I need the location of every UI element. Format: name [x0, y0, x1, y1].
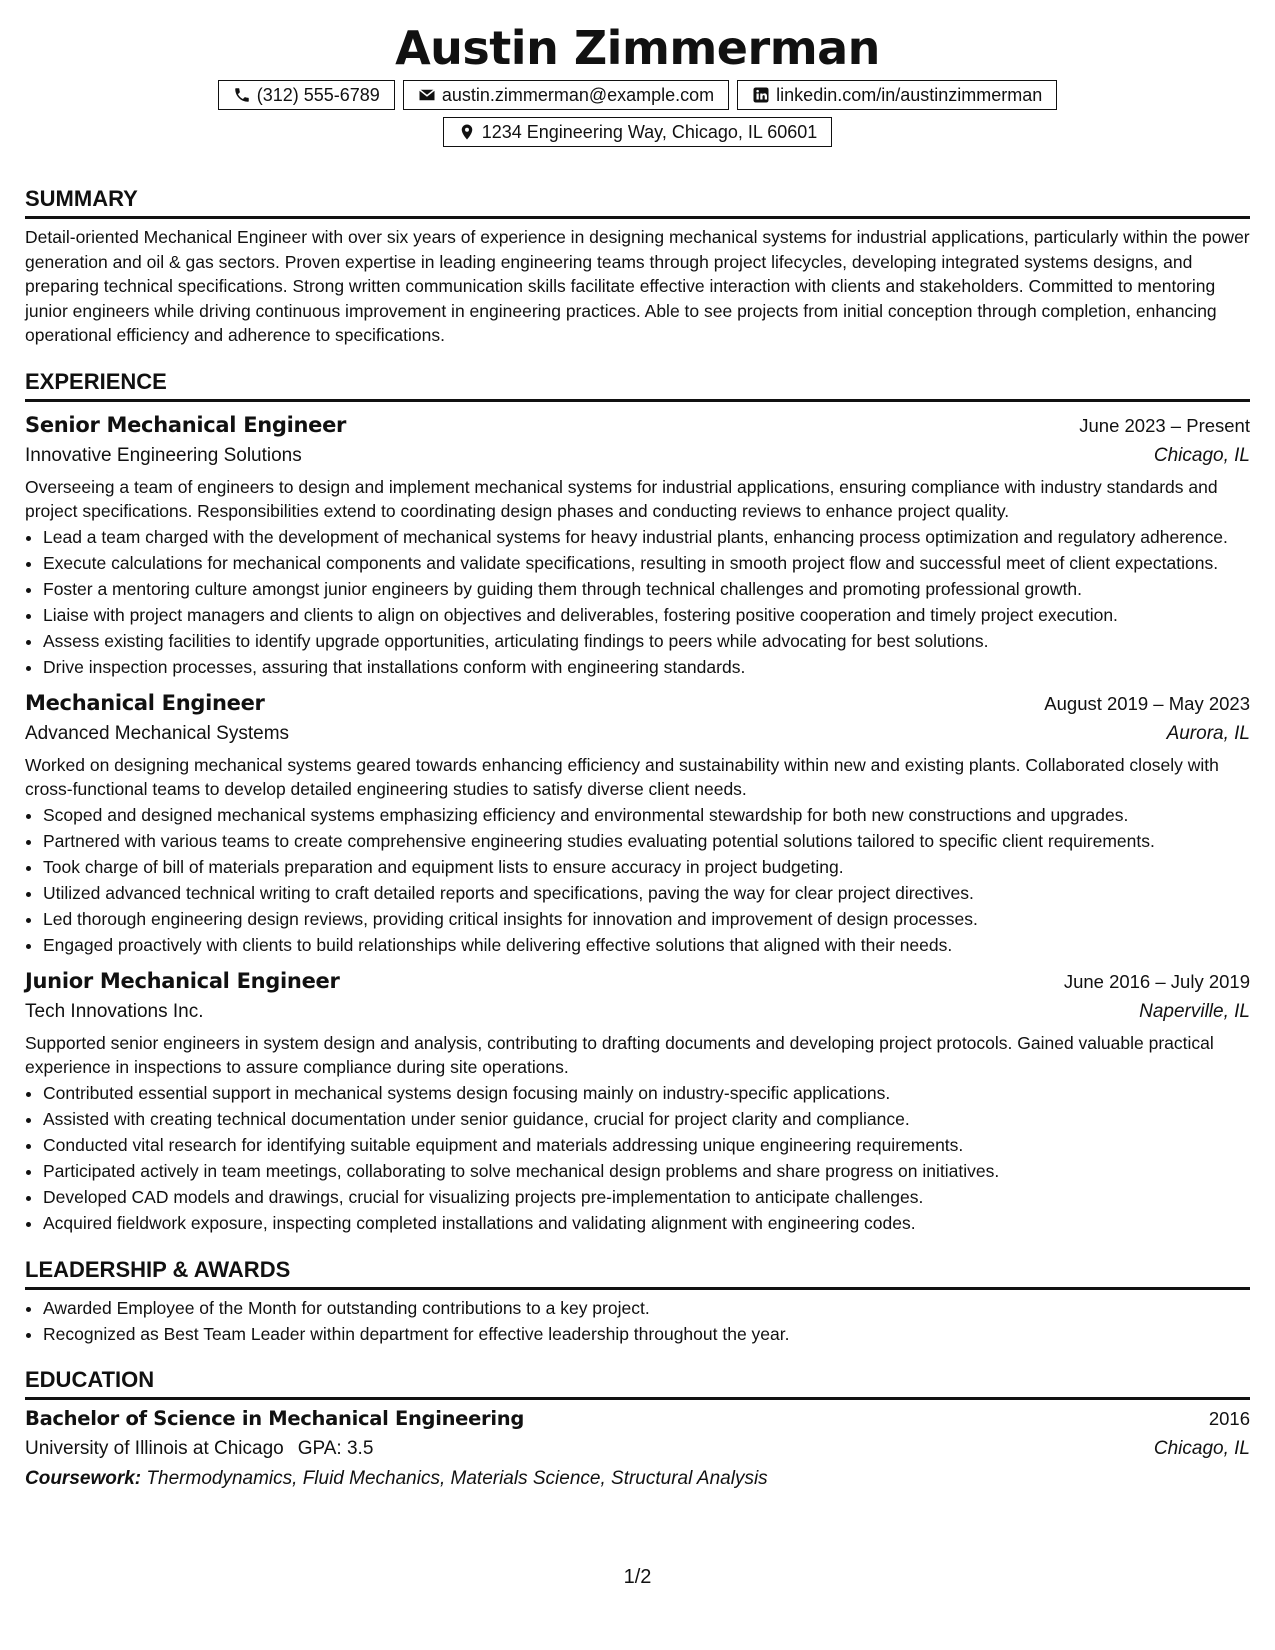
- job-dates: August 2019 – May 2023: [1044, 692, 1250, 714]
- mail-icon: [418, 86, 436, 104]
- job-dates: June 2023 – Present: [1079, 414, 1250, 436]
- email-text: austin.zimmerman@example.com: [441, 85, 715, 105]
- job-bullets: [25, 803, 1250, 958]
- list-item: • Recognized as Best Team Leader within department for effective leadership throughout the year.: [43, 1322, 1250, 1347]
- leadership-heading: LEADERSHIP & AWARDS: [25, 1256, 1250, 1290]
- coursework-line: [25, 1464, 1250, 1494]
- job-entry: [25, 688, 1250, 958]
- list-item: • Liaise with project managers and clients to align on objectives and deliverables, fostering positive cooperation and timely project execution.: [43, 603, 1250, 628]
- job-description: Overseeing a team of engineers to design and implement mechanical systems for industrial applications, ensuring compliance with industry standards and project specifications. Responsibilities extend to coordinating design phases and conducting reviews to enhance project quality.: [25, 476, 1218, 521]
- linkedin-icon: [752, 86, 770, 104]
- education-heading: EDUCATION: [25, 1366, 1250, 1400]
- summary-section: [25, 185, 1250, 348]
- job-location: Naperville, IL: [1139, 1000, 1250, 1022]
- job-bullets: [25, 525, 1250, 680]
- list-item: • Developed CAD models and drawings, crucial for visualizing projects pre-implementation to anticipate challenges.: [43, 1185, 1250, 1210]
- job-description: Worked on designing mechanical systems geared towards enhancing efficiency and sustainability within new and existing plants. Collaborated closely with cross-functional teams to develop detailed engineering studies to satisfy diverse client needs.: [25, 754, 1219, 799]
- list-item: • Lead a team charged with the development of mechanical systems for heavy industrial plants, enhancing process optimization and regulatory adherence.: [43, 525, 1250, 550]
- list-item: • Took charge of bill of materials preparation and equipment lists to ensure accuracy in project budgeting.: [43, 855, 1250, 880]
- map-marker-icon: [458, 123, 476, 141]
- job-entry: [25, 410, 1250, 680]
- list-item: • Utilized advanced technical writing to craft detailed reports and specifications, paving the way for clear project directives.: [43, 881, 1250, 906]
- address-chip: [443, 117, 833, 147]
- experience-heading: EXPERIENCE: [25, 368, 1250, 402]
- education-section: [25, 1366, 1250, 1494]
- job-title: Senior Mechanical Engineer: [25, 412, 347, 437]
- job-dates: June 2016 – July 2019: [1063, 970, 1250, 992]
- address-row: [25, 117, 1250, 147]
- list-item: • Participated actively in team meetings, collaborating to solve mechanical design problems and share progress on initiatives.: [43, 1159, 1250, 1184]
- coursework-label: Coursework:: [25, 1468, 142, 1489]
- phone-text: (312) 555-6789: [256, 85, 380, 105]
- job-entry: [25, 966, 1250, 1236]
- resume-page: [25, 20, 1250, 1494]
- company-name: Advanced Mechanical Systems: [25, 722, 290, 744]
- phone-icon: [233, 86, 251, 104]
- degree-title: Bachelor of Science in Mechanical Engineering: [25, 1407, 524, 1430]
- list-item: • Assisted with creating technical documentation under senior guidance, crucial for project clarity and compliance.: [43, 1107, 1250, 1132]
- list-item: • Led thorough engineering design reviews, providing critical insights for innovation and improvement of design processes.: [43, 907, 1250, 932]
- summary-heading: SUMMARY: [25, 185, 1250, 219]
- list-item: • Conducted vital research for identifying suitable equipment and materials addressing unique engineering requirements.: [43, 1133, 1250, 1158]
- leadership-section: [25, 1256, 1250, 1347]
- school-name: University of Illinois at Chicago: [25, 1438, 284, 1459]
- linkedin-text: linkedin.com/in/austinzimmerman: [776, 85, 1043, 105]
- list-item: • Execute calculations for mechanical components and validate specifications, resulting in smooth project flow and successful meet of client expectations.: [43, 551, 1250, 576]
- summary-text: Detail-oriented Mechanical Engineer with over six years of experience in designing mechanical systems for industrial applications, particularly within the power generation and oil & gas sectors. Proven expertise in leading engineering teams through project lifecycles, developing integrated systems designs, and preparing technical specifications. Strong written communication skills facilitate effective interaction with clients and stakeholders. Committed to mentoring junior engineers while driving continuous improvement in engineering practices. Able to see projects from initial conception through completion, enhancing operational efficiency and adherence to specifications.: [25, 227, 1250, 345]
- list-item: • Drive inspection processes, assuring that installations conform with engineering standards.: [43, 655, 1250, 680]
- list-item: • Partnered with various teams to create comprehensive engineering studies evaluating potential solutions tailored to specific client requirements.: [43, 829, 1250, 854]
- job-title: Junior Mechanical Engineer: [25, 968, 340, 993]
- graduation-year: 2016: [1208, 1408, 1250, 1429]
- page-number: 1/2: [623, 1566, 652, 1588]
- school-line: [25, 1434, 373, 1464]
- list-item: • Acquired fieldwork exposure, inspecting completed installations and validating alignment with engineering codes.: [43, 1211, 1250, 1236]
- job-location: Aurora, IL: [1166, 722, 1250, 744]
- address-text: 1234 Engineering Way, Chicago, IL 60601: [481, 122, 818, 142]
- list-item: • Awarded Employee of the Month for outstanding contributions to a key project.: [43, 1296, 1250, 1321]
- experience-section: [25, 368, 1250, 1236]
- phone-chip[interactable]: [218, 80, 395, 110]
- leadership-bullets: [25, 1296, 1250, 1347]
- candidate-name: Austin Zimmerman: [395, 21, 880, 75]
- email-chip[interactable]: [403, 80, 729, 110]
- list-item: • Contributed essential support in mechanical systems design focusing mainly on industry-specific applications.: [43, 1081, 1250, 1106]
- list-item: • Foster a mentoring culture amongst junior engineers by guiding them through technical challenges and promoting professional growth.: [43, 577, 1250, 602]
- list-item: • Engaged proactively with clients to build relationships while delivering effective solutions that aligned with their needs.: [43, 933, 1250, 958]
- company-name: Tech Innovations Inc.: [25, 1000, 204, 1022]
- job-description: Supported senior engineers in system design and analysis, contributing to drafting documents and developing project protocols. Gained valuable practical experience in inspections to assure compliance during site operations.: [25, 1032, 1214, 1077]
- job-title: Mechanical Engineer: [25, 690, 265, 715]
- list-item: • Assess existing facilities to identify upgrade opportunities, articulating findings to peers while advocating for best solutions.: [43, 629, 1250, 654]
- contact-row: [25, 80, 1250, 110]
- job-location: Chicago, IL: [1153, 444, 1250, 466]
- linkedin-chip[interactable]: [737, 80, 1057, 110]
- coursework-list: Thermodynamics, Fluid Mechanics, Materials Science, Structural Analysis: [146, 1468, 768, 1489]
- job-bullets: [25, 1081, 1250, 1236]
- list-item: • Scoped and designed mechanical systems emphasizing efficiency and environmental stewardship for both new constructions and upgrades.: [43, 803, 1250, 828]
- school-location: Chicago, IL: [1153, 1438, 1250, 1459]
- company-name: Innovative Engineering Solutions: [25, 444, 302, 466]
- gpa: GPA: 3.5: [297, 1438, 374, 1459]
